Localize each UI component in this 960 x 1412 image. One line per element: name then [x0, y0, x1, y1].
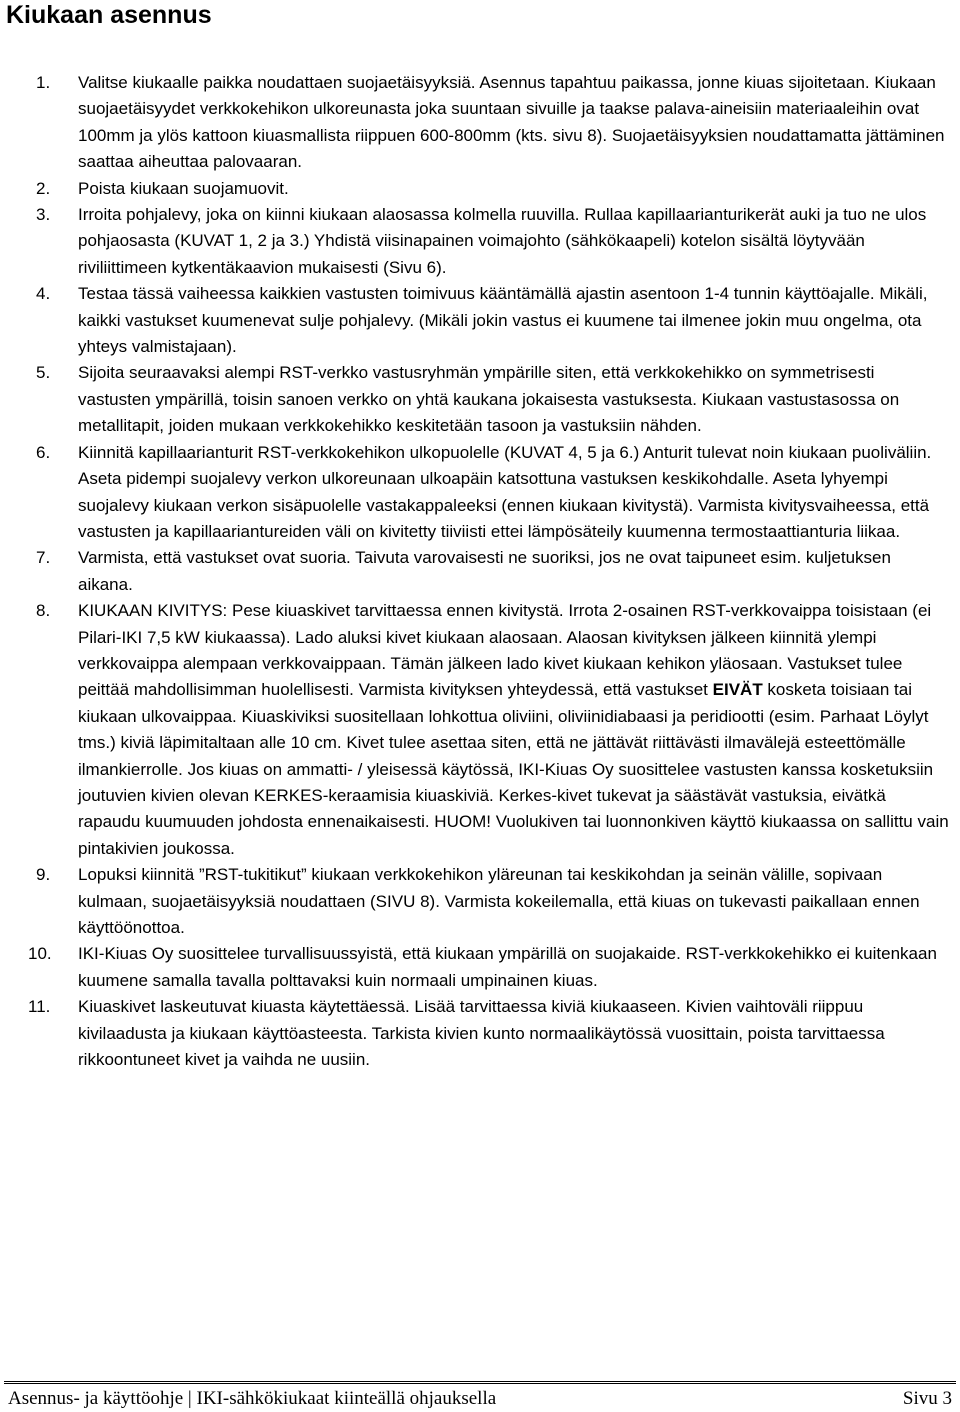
step-number: 4.: [36, 284, 51, 304]
step-10: [0, 941, 960, 994]
footer-page-number: Sivu 3: [902, 1388, 952, 1409]
step-11: [0, 994, 960, 1073]
step-number: 3.: [36, 205, 51, 225]
step-number: 10.: [28, 944, 52, 964]
step-2: [0, 176, 960, 202]
page-footer: [8, 1387, 952, 1411]
step-text: KIUKAAN KIVITYS: Pese kiuaskivet tarvittaessa ennen kivitystä. Irrota 2-osainen RST-verkkovaippa toisistaan (ei Pilari-IKI 7,5 kW kiukaassa). Lado aluksi kivet kiukaan alaosaan. Alaosan kivityksen jälkeen kiinnitä ylempi verkkovaippa alempaan verkkovaippaan. Tämän jälkeen lado kivet kiukaan kehikon yläosaan. Vastukset tulee peittää mahdollisimman huolellisesti. Varmista kivityksen yhteydessä, että vastukset: [78, 601, 932, 700]
footer-divider: [4, 1381, 956, 1384]
step-number: 1.: [36, 73, 51, 92]
step-3: [0, 202, 960, 281]
footer-document-title: Asennus- ja käyttöohje | IKI-sähkökiukaat kiinteällä ohjauksella: [8, 1388, 497, 1409]
step-text: Irroita pohjalevy, joka on kiinni kiukaan alaosassa kolmella ruuvilla. Rullaa kapillaarianturikerät auki ja tuo ne ulos pohjaosasta (KUVAT 1, 2 ja 3.) Yhdistä viisinapainen voimajohto (sähkökaapeli) kotelon sisältä löytyvään riviliittimeen kytkentäkaavion mukaisesti (Sivu 6).: [78, 205, 927, 277]
step-text: kosketa toisiaan tai kiukaan ulkovaippaa. Kiuaskiviksi suositellaan lohkottua oliviini, oliviinidiabaasi ja peridiootti (esim. Parhaat Löylyt tms.) kiviä läpimitaltaan alle 10 cm. Kivet tulee asettaa siten, että ne jättävät riittävästi ilmavälejä esteettömälle ilmankierrolle. Jos kiuas on ammatti- / yleisessä käytössä, IKI-Kiuas Oy suosittelee vastusten kanssa kosketuksiin joutuvien kivien olevan KERKES-keraamisia kiuaskiviä. Kerkes-kivet tukevat ja säästävät vastuksia, eivätkä rapaudu kuumuuden johdosta ennenaikaisesti. HUOM! Vuolukiven tai luonnonkiven käyttö kiukaassa on sallittu vain pintakivien joukossa.: [78, 680, 949, 858]
step-text: Varmista, että vastukset ovat suoria. Taivuta varovaisesti ne suoriksi, jos ne ovat taipuneet esim. kuljetuksen aikana.: [78, 548, 891, 594]
step-text: Testaa tässä vaiheessa kaikkien vastusten toimivuus kääntämällä ajastin asentoon 1-4 tunnin käyttöajalle. Mikäli, kaikki vastukset kuumenevat sulje pohjalevy. (Mikäli jokin vastus ei kuumene tai ilmenee jokin muu ongelma, ota yhteys valmistajaan).: [78, 284, 928, 357]
step-1: [0, 70, 960, 176]
step-number: 2.: [36, 178, 51, 198]
step-4: [0, 281, 960, 360]
step-text: Poista kiukaan suojamuovit.: [78, 178, 289, 198]
page-title: Kiukaan asennus: [6, 1, 212, 29]
step-number: 8.: [36, 601, 51, 621]
step-5: [0, 360, 960, 439]
step-number: 11.: [28, 997, 51, 1017]
step-text: Kiinnitä kapillaarianturit RST-verkkokehikon ulkopuolelle (KUVAT 4, 5 ja 6.) Anturit tulevat noin kiukaan puoliväliin. Aseta pidempi suojalevy verkon ulkoreunaan ulkoapäin katsottuna vastuksen keskikohdalle. Aseta lyhyempi suojalevy kiukaan verkon sisäpuolelle vastakappaleeksi (ennen kiukaan kivitystä). Varmista kivitysvaiheessa, että vastusten ja kapillaariantureiden väli on kivitetty tiiviisti ettei lämpösäteily kuumenna termostaattianturia liikaa.: [78, 442, 932, 541]
step-7: [0, 545, 960, 598]
step-text-emphasis: EIVÄT: [712, 680, 763, 700]
step-text: Valitse kiukaalle paikka noudattaen suojaetäisyyksiä. Asennus tapahtuu paikassa, jonne kiuas sijoitetaan. Kiukaan suojaetäisyydet verkkokehikon ulkoreunasta joka suuntaan sivuille ja taakse palava-aineisiin materiaaleihin ovat 100mm ja ylös kattoon kiuasmallista riippuen 600-800mm (kts. sivu 8). Suojaetäisyyksien noudattamatta jättäminen saattaa aiheuttaa palovaaran.: [78, 73, 945, 172]
installation-steps-list: [0, 70, 960, 1073]
step-text: Kiuaskivet laskeutuvat kiuasta käytettäessä. Lisää tarvittaessa kiviä kiukaaseen. Kivien vaihtoväli riippuu kivilaadusta ja kiukaan käyttöasteesta. Tarkista kivien kunto normaalikäytössä vuosittain, poista tarvittaessa rikkoontuneet kivet ja vaihda ne uusiin.: [78, 997, 885, 1070]
step-number: 6.: [36, 442, 51, 462]
step-8: [0, 598, 960, 862]
step-text: Sijoita seuraavaksi alempi RST-verkko vastusryhmän ympärille siten, että verkkokehikko on symmetrisesti vastusten ympärillä, toisin sanoen verkko on yhtä kaukana jokaisesta vastuksesta. Kiukaan vastustasossa on metallitapit, joiden mukaan verkkokehikko keskitetään tasoon ja vastuksiin nähden.: [78, 363, 900, 436]
step-text: IKI-Kiuas Oy suosittelee turvallisuussyistä, että kiukaan ympärillä on suojakaide. RST-verkkokehikko ei kuitenkaan kuumene samalla tavalla polttavaksi kuin normaali umpinainen kiuas.: [78, 944, 937, 990]
step-6: [0, 440, 960, 546]
step-9: [0, 862, 960, 941]
step-number: 9.: [36, 865, 51, 885]
step-number: 7.: [36, 548, 51, 568]
step-text: Lopuksi kiinnitä ”RST-tukitikut” kiukaan verkkokehikon yläreunan tai keskikohdan ja seinän välille, sopivaan kulmaan, suojaetäisyyksiä noudattaen (SIVU 8). Varmista kokeilemalla, että kiuas on tukevasti paikallaan ennen käyttöönottoa.: [78, 865, 920, 937]
step-number: 5.: [36, 363, 51, 383]
